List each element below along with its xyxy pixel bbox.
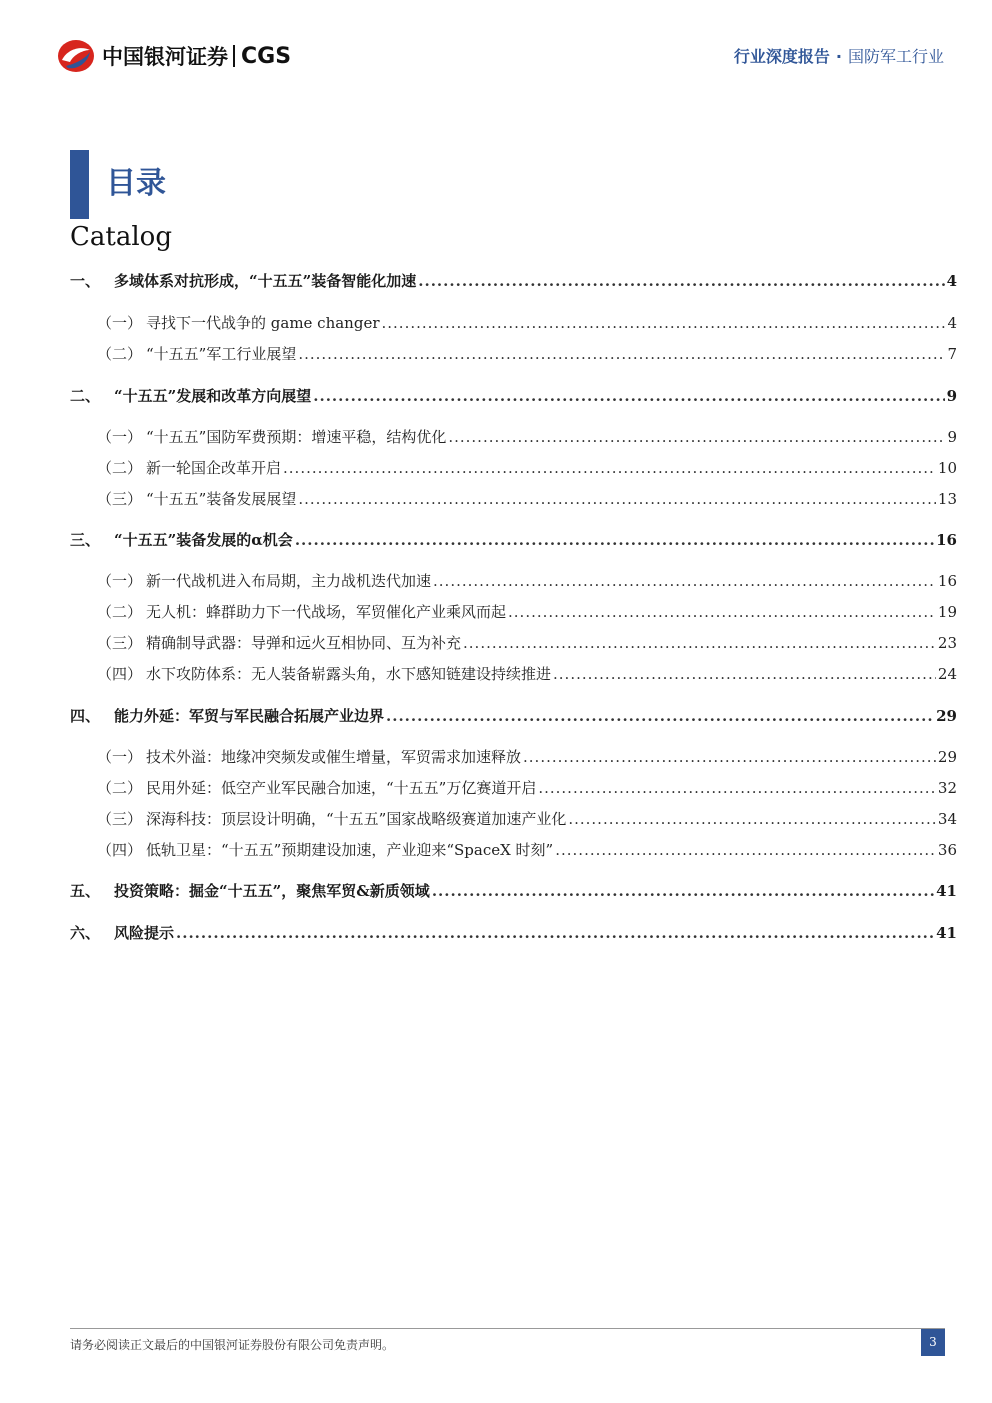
footer-divider <box>70 1328 945 1329</box>
toc-dot-leader <box>283 459 936 477</box>
page-title: 目录 <box>106 166 166 201</box>
toc-entry-page: 9 <box>946 387 957 405</box>
company-logo <box>56 38 291 74</box>
toc-entry-label: 寻找下一代战争的 game changer <box>146 314 380 332</box>
toc-dot-leader <box>553 665 936 683</box>
page-number: 3 <box>921 1329 945 1356</box>
toc-chapter-entry[interactable] <box>70 880 957 910</box>
toc-entry-number: （三） <box>97 634 143 652</box>
toc-dot-leader <box>382 314 946 332</box>
toc-entry-label: 低轨卫星：“十五五”预期建设加速，产业迎来“SpaceX 时刻” <box>146 841 554 859</box>
toc-dot-leader <box>418 272 944 290</box>
toc-dot-leader <box>176 924 934 942</box>
logo-chinese-name: 中国银河证券 <box>102 45 228 69</box>
toc-entry-number: （一） <box>97 314 143 332</box>
title-accent-bar <box>70 150 89 219</box>
report-category <box>734 44 944 67</box>
toc-entry-label: 深海科技：顶层设计明确，“十五五”国家战略级赛道加速产业化 <box>146 810 567 828</box>
toc-section-entry[interactable] <box>70 808 957 838</box>
header-separator: · <box>835 47 842 66</box>
toc-entry-number: （二） <box>97 345 143 363</box>
toc-entry-label: “十五五”国防军费预期：增速平稳，结构优化 <box>146 428 447 446</box>
toc-entry-label: 新一轮国企改革开启 <box>146 459 282 477</box>
toc-entry-page: 16 <box>936 531 957 549</box>
toc-chapter-entry[interactable] <box>70 270 957 300</box>
toc-entry-number: （四） <box>97 841 143 859</box>
toc-entry-label: 多域体系对抗形成，“十五五”装备智能化加速 <box>114 272 417 290</box>
toc-section-entry[interactable] <box>70 839 957 869</box>
toc-dot-leader <box>313 387 944 405</box>
toc-dot-leader <box>538 779 936 797</box>
toc-section-entry[interactable] <box>70 601 957 631</box>
toc-entry-page: 29 <box>937 748 957 766</box>
toc-entry-page: 23 <box>937 634 957 652</box>
toc-entry-page: 29 <box>936 707 957 725</box>
toc-dot-leader <box>433 572 936 590</box>
toc-entry-label: “十五五”发展和改革方向展望 <box>114 387 312 405</box>
logo-english-name: CGS <box>241 43 292 69</box>
toc-entry-number: 一、 <box>70 272 101 290</box>
toc-entry-number: （二） <box>97 779 143 797</box>
toc-entry-label: 无人机：蜂群助力下一代战场，军贸催化产业乘风而起 <box>146 603 507 621</box>
toc-entry-number: （一） <box>97 748 143 766</box>
toc-chapter-entry[interactable] <box>70 922 957 952</box>
toc-dot-leader <box>463 634 936 652</box>
toc-dot-leader <box>386 707 934 725</box>
toc-entry-page: 36 <box>937 841 957 859</box>
toc-entry-page: 24 <box>937 665 957 683</box>
toc-section-entry[interactable] <box>70 343 957 373</box>
toc-entry-number: （三） <box>97 490 143 508</box>
toc-entry-page: 9 <box>947 428 957 446</box>
toc-entry-page: 34 <box>937 810 957 828</box>
toc-entry-label: 水下攻防体系：无人装备崭露头角，水下感知链建设持续推进 <box>146 665 552 683</box>
industry-name: 国防军工行业 <box>847 47 944 66</box>
toc-section-entry[interactable] <box>70 570 957 600</box>
toc-entry-page: 4 <box>946 272 957 290</box>
toc-section-entry[interactable] <box>70 457 957 487</box>
toc-entry-label: 精确制导武器：导弹和远火互相协同、互为补充 <box>146 634 462 652</box>
toc-entry-page: 32 <box>937 779 957 797</box>
toc-section-entry[interactable] <box>70 663 957 693</box>
toc-entry-label: “十五五”装备发展的α机会 <box>114 531 293 549</box>
toc-section-entry[interactable] <box>70 488 957 518</box>
toc-dot-leader <box>508 603 936 621</box>
toc-entry-page: 19 <box>937 603 957 621</box>
toc-entry-label: 投资策略：掘金“十五五”，聚焦军贸&新质领域 <box>114 882 430 900</box>
toc-chapter-entry[interactable] <box>70 385 957 415</box>
toc-entry-number: （四） <box>97 665 143 683</box>
toc-entry-number: （二） <box>97 459 143 477</box>
page-header <box>0 0 992 100</box>
toc-chapter-entry[interactable] <box>70 705 957 735</box>
logo-divider <box>233 45 235 67</box>
toc-entry-label: 风险提示 <box>114 924 175 942</box>
toc-dot-leader <box>432 882 934 900</box>
toc-dot-leader <box>295 531 934 549</box>
page-subtitle: Catalog <box>70 222 172 252</box>
toc-entry-page: 41 <box>936 924 957 942</box>
toc-dot-leader <box>555 841 936 859</box>
toc-entry-number: （三） <box>97 810 143 828</box>
toc-entry-page: 10 <box>937 459 957 477</box>
toc-dot-leader <box>523 748 936 766</box>
footer-disclaimer: 请务必阅读正文最后的中国银河证券股份有限公司免责声明。 <box>70 1338 395 1352</box>
toc-entry-label: 技术外溢：地缘冲突频发或催生增量，军贸需求加速释放 <box>146 748 522 766</box>
toc-entry-label: “十五五”军工行业展望 <box>146 345 297 363</box>
toc-section-entry[interactable] <box>70 632 957 662</box>
toc-entry-number: 五、 <box>70 882 101 900</box>
toc-entry-number: 四、 <box>70 707 101 725</box>
toc-entry-label: “十五五”装备发展展望 <box>146 490 297 508</box>
toc-entry-number: （一） <box>97 428 143 446</box>
toc-chapter-entry[interactable] <box>70 529 957 559</box>
toc-section-entry[interactable] <box>70 777 957 807</box>
toc-section-entry[interactable] <box>70 426 957 456</box>
toc-entry-label: 能力外延：军贸与军民融合拓展产业边界 <box>114 707 385 725</box>
toc-dot-leader <box>568 810 936 828</box>
toc-dot-leader <box>448 428 945 446</box>
toc-entry-number: 二、 <box>70 387 101 405</box>
toc-entry-page: 13 <box>937 490 957 508</box>
toc-entry-number: 三、 <box>70 531 101 549</box>
cgs-logo-icon <box>56 38 96 74</box>
toc-entry-number: 六、 <box>70 924 101 942</box>
report-type: 行业深度报告 <box>733 47 830 66</box>
toc-section-entry[interactable] <box>70 312 957 342</box>
toc-entry-page: 7 <box>947 345 957 363</box>
toc-entry-number: （一） <box>97 572 143 590</box>
toc-entry-label: 新一代战机进入布局期，主力战机迭代加速 <box>146 572 432 590</box>
toc-entry-page: 4 <box>947 314 957 332</box>
toc-entry-number: （二） <box>97 603 143 621</box>
toc-section-entry[interactable] <box>70 746 957 776</box>
toc-dot-leader <box>298 490 936 508</box>
toc-entry-page: 16 <box>937 572 957 590</box>
toc-entry-label: 民用外延：低空产业军民融合加速，“十五五”万亿赛道开启 <box>146 779 537 797</box>
toc-dot-leader <box>298 345 945 363</box>
toc-entry-page: 41 <box>936 882 957 900</box>
